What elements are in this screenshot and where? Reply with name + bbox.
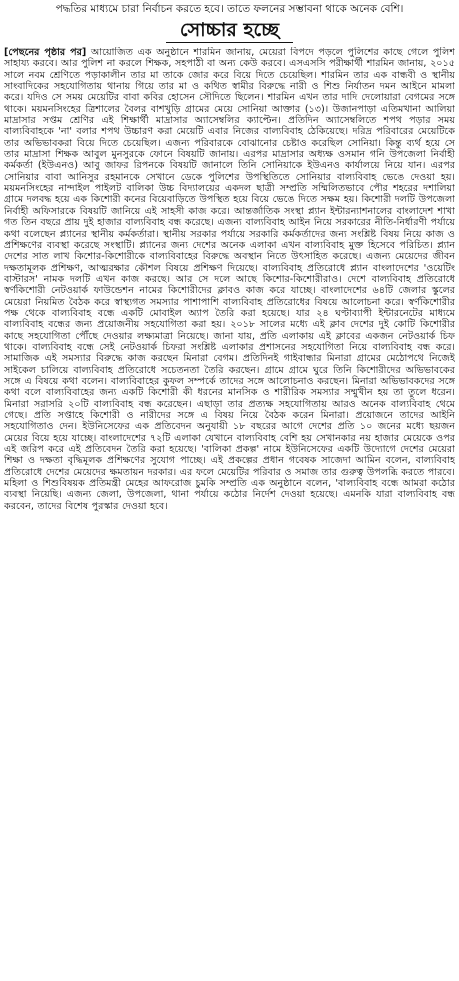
body-text: আয়োজিত এক অনুষ্ঠানে শারমিন জানায়, মেয়েরা বিপদে পড়লে পুলিশের কাছে গেলে পুলিশ সাহায্য করবে। আর পুলিশ না করলে শিক্ষক, সহপাঠী বা অন্য কেউ করবে। এসএসসি পরীক্ষার্থী শারমিন জানায়, ২০১৫ সালে নবম শ্রেণিতে পড়াকালীন তার মা তাকে জোর করে বিয়ে দিতে চেয়েছিল। শারমিন তার এক বান্ধবী ও স্থানীয় সাংবাদিকের সহযোগিতায় থানায় গিয়ে তার মা ও কথিত স্বামীর বিরুদ্ধে নারী ও শিশু নির্যাতন দমন আইনে মামলা করে। যদিও সে সময় মেয়েটির বাবা কবির হোসেন সৌদিতে ছিলেন। শারমিন এখন তার দাদি দেলোয়ারা বেগমের সঙ্গে থাকে। ময়মনসিংহের ত্রিশালের বৈলর বাশখুড়ি গ্রামের মেয়ে সোনিয়া আক্তার (১৩)। উজানপাড়া এতিমখানা আলিয়া মাদ্রাসার সপ্তম শ্রেণির এই শিক্ষার্থী মাদ্রাসার অ্যাসেম্বলির ক্যাপ্টেন। প্রতিদিন অ্যাসেম্বলিতে শপথ পড়ার সময় বাল্যবিবাহকে 'না' বলার শপথ উচ্চারণ করা মেয়েটি এবার নিজের বাল্যবিবাহ ঠেকিয়েছে। দরিদ্র পরিবারের মেয়েটিকে তার অভিভাবকরা বিয়ে দিতে চেয়েছিল। এজন্য পরিবারকে বোঝানোর চেষ্টাও করেছিল সোনিয়া। কিন্তু ব্যর্থ হয়ে সে তার মাদ্রাসা শিক্ষক আবুল মুনসুরকে ফোনে বিষয়টি জানায়। এরপর মাদ্রাসার অধ্যক্ষ ওসমান গনি উপজেলা নির্বাহী কর্মকর্তা (ইউএনও) আবু জাফর রিপনকে বিষয়টি জানালে তিনি সোনিয়াকে ইউএনও কার্যালয়ে নিয়ে যান। এরপর সোনিয়ার বাবা আনিসুর রহমানকে সেখানে ডেকে পুলিশের উপস্থিতিতে সোনিয়ার বাল্যবিবাহ ভেঙে দেওয়া হয়। ময়মনসিংহের নান্দাইল পাইলট বালিকা উচ্চ বিদ্যালয়ের একদল ছাত্রী সম্প্রতি সম্মিলিতভাবে পৌর শহরের দশালিয়া গ্রামে দলবদ্ধ হয়ে এক কিশোরী কনের বিয়েবাড়িতে উপস্থিত হয়ে বিয়ে ভেঙে দিতে সক্ষম হয়। কিশোরী দলটি উপজেলা নির্বাহী অফিসারকে বিষয়টি জানিয়ে এই সাহসী কাজ করে। আন্তর্জাতিক সংস্থা প্ল্যান ইন্টারন্যাশনালের বাংলাদেশ শাখা গত তিন বছরে প্রায় দুই হাজার বাল্যবিবাহ বন্ধ করেছে। এজন্য বাল্যবিবাহ আইন নিয়ে সরকারের নীতি-নির্ধারণী পর্যায়ে কথা বলেছেন প্ল্যানের স্থানীয় কর্মকর্তারা। স্থানীয় সরকার পর্যায়ে সরকারি কর্মকর্তাদের জন্য সংশ্লিষ্ট বিষয় নিয়ে কাজ ও প্রশিক্ষণের ব্যবস্থা করেছে সংস্থাটি। প্ল্যানের জন্য দেশের অনেক এলাকা এখন বাল্যবিবাহ মুক্ত হিসেবে পরিচিত। প্ল্যান দেশের সাত লাখ কিশোর-কিশোরীকে বাল্যবিবাহের বিরুদ্ধে অবস্থান নিতে উৎসাহিত করেছে। এজন্য মেয়েদের জীবন দক্ষতামূলক প্রশিক্ষণ, আত্মরক্ষার কৌশল বিষয়ে প্রশিক্ষণ দিয়েছে। বাল্যবিবাহ প্রতিরোধে প্ল্যান বাংলাদেশের 'ওয়েটিং বাস্টারস' নামক দলটি এখন কাজ করছে। আর সে দলে আছে কিশোর-কিশোরীরাও। দেশে বাল্যবিবাহ প্রতিরোধে স্বর্ণকিশোরী নেটওয়ার্ক ফাউন্ডেশন নামের কিশোরীদের ক্লাবও কাজ করে যাচ্ছে। বাংলাদেশের ৬৪টি জেলার স্কুলের মেয়েরা নিয়মিত বৈঠক করে স্বাস্থ্যগত সমস্যার পাশাপাশি বাল্যবিবাহ প্রতিরোধের বিষয়ে আলোচনা করে। স্বর্ণকিশোরীর পক্ষ থেকে বাল্যবিবাহ বন্ধে একটি মোবাইল অ্যাপ তৈরি করা হয়েছে। যার ২৪ ঘণ্টাব্যাপী ইন্টারনেটের মাধ্যমে বাল্যবিবাহ বন্ধের জন্য প্রয়োজনীয় সহযোগিতা করা হয়। ২০১৮ সালের মধ্যে এই ক্লাব দেশের দুই কোটি কিশোরীর কাছে সহযোগিতা পৌঁছে দেওয়ার লক্ষ্যমাত্রা নিয়েছে। জানা যায়, প্রতি এলাকায় এই ক্লাবের একজন নেটওয়ার্ক চিফ থাকে। বাল্যবিবাহ বন্ধে সেই নেটওয়ার্ক চিফরা সংশ্লিষ্ট এলাকার প্রশাসনের সহযোগিতা নিয়ে বাল্যবিবাহ বন্ধ করে। সামাজিক এই সমস্যার বিরুদ্ধে কাজ করছেন মিনারা বেগম। প্রতিদিনই গাইবান্ধার মিনারা গ্রামের মেঠোপথে নিজেই সাইকেল চালিয়ে বাল্যবিবাহ প্রতিরোধে সচেতনতা তৈরি করছেন। গ্রামে গ্রামে ঘুরে তিনি কিশোরীদের অভিভাবকের সঙ্গে এ বিষয়ে কথা বলেন। বাল্যবিবাহের কুফল সম্পর্কে তাদের সঙ্গে আলোচনাও করছেন। মিনারা অভিভাবকদের সঙ্গে কথা বলে বাল্যবিবাহের জন্য একটি কিশোরী কী ধরনের মানসিক ও শারীরিক সমস্যার সম্মুখীন হয় তা তুলে ধরেন। মিনারা সরাসরি ২০টি বাল্যবিবাহ বন্ধ করেছেন। এছাড়া তার প্রত্যক্ষ সহযোগিতায় আরও অনেক বাল্যবিবাহ থেমে গেছে। প্রতি সপ্তাহে কিশোরী ও নারীদের সঙ্গে এ বিষয় নিয়ে বৈঠক করেন মিনারা। প্রয়োজনে তাদের আইনি সহযোগিতাও দেন। ইউনিসেফের এক প্রতিবেদন অনুযায়ী ১৮ বছরের আগে দেশের প্রতি ১০ জনের মধ্যে ছয়জন মেয়ের বিয়ে হয়ে যাচ্ছে। বাংলাদেশের ৭২টি এলাকা যেখানে বাল্যবিবাহ বেশি হয় সেখানকার নয় হাজার মেয়েকে ওপর এই জরিপ করে এই প্রতিবেদন তৈরি করা হয়েছে। 'বালিকা প্রকল্প' নামে ইউনিসেফের একটি উদ্যোগে দেশের মেয়েরা শিক্ষা ও দক্ষতা বৃদ্ধিমূলক প্রশিক্ষণের সুযোগ পাচ্ছে। এই প্রকল্পের প্রধান গবেষক সাজেদা আমিন বলেন, বাল্যবিবাহ প্রতিরোধে দেশের মেয়েদের ক্ষমতায়ন দরকার। এর ফলে মেয়েটির পরিবার ও সমাজ তার গুরুত্ব উপলব্ধি করতে পারবে। মহিলা ও শিশুবিষয়ক প্রতিমন্ত্রী মেহের আফরোজ চুমকি সম্প্রতি এক অনুষ্ঠানে বলেন, 'বাল্যবিবাহ বন্ধে আমরা কঠোর ব্যবস্থা নিয়েছি। এজন্য জেলা, উপজেলা, থানা পর্যায়ে কঠোর নির্দেশ দেওয়া হয়েছে। এমনকি যারা বাল্যবিবাহ বন্ধ করবেন, তাদের বিশেষ পুরস্কার দেওয়া হবে। xyxy=(4,47,455,512)
continuation-kicker: [পেছনের পৃষ্ঠার পর] xyxy=(4,47,87,58)
previous-article-last-line: পদ্ধতির মাধ্যমে চারা নির্বাচন করতে হবে। তাতে ফলনের সম্ভাবনা থাকে অনেক বেশি। xyxy=(55,3,404,15)
headline-container xyxy=(4,19,455,43)
headline: সোচ্চার হচ্ছে xyxy=(166,19,293,43)
body-paragraph xyxy=(4,47,455,512)
article-body xyxy=(4,47,455,972)
